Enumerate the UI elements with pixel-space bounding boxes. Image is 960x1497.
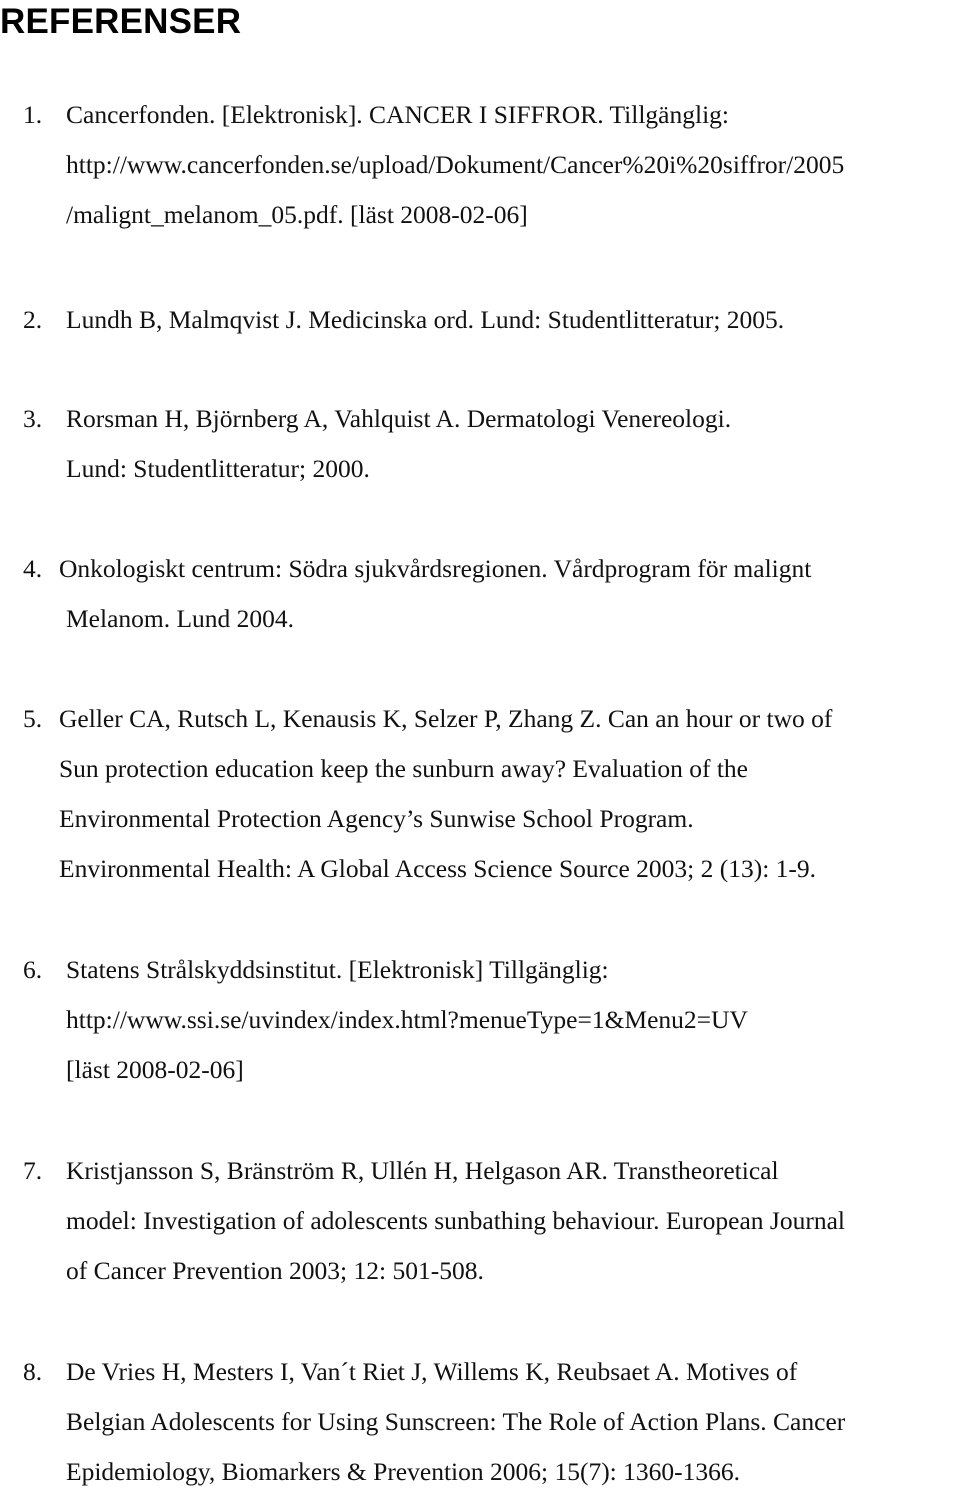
reference-text [0,1347,960,1497]
reference-number: 6. [23,955,43,984]
reference-line: http://www.ssi.se/uvindex/index.html?menueType=1&Menu2=UV [66,1005,748,1034]
reference-number: 3. [23,404,43,433]
reference-line: [läst 2008-02-06] [66,1055,244,1084]
reference-number: 8. [23,1357,43,1386]
reference-line: Melanom. Lund 2004. [66,604,295,633]
reference-line: of Cancer Prevention 2003; 12: 501-508. [66,1256,484,1285]
reference-line: Environmental Protection Agency’s Sunwise School Program. [59,804,694,833]
reference-line: /malignt_melanom_05.pdf. [läst 2008-02-06] [66,200,528,229]
reference-line: Sun protection education keep the sunburn away? Evaluation of the [59,754,748,783]
reference-text [0,694,960,894]
reference-item-4 [0,544,960,644]
reference-item-2 [0,295,960,345]
reference-line: model: Investigation of adolescents sunbathing behaviour. European Journal [66,1206,845,1235]
reference-item-6 [0,945,960,1095]
reference-line: Environmental Health: A Global Access Science Source 2003; 2 (13): 1-9. [59,854,817,883]
reference-line: Statens Strålskyddsinstitut. [Elektronisk] Tillgänglig: [66,955,609,984]
reference-number: 4. [23,554,43,583]
reference-item-3 [0,394,960,494]
reference-line: Epidemiology, Biomarkers & Prevention 2006; 15(7): 1360-1366. [66,1457,741,1486]
reference-line: Geller CA, Rutsch L, Kenausis K, Selzer P, Zhang Z. Can an hour or two of [59,704,833,733]
reference-line: Lundh B, Malmqvist J. Medicinska ord. Lund: Studentlitteratur; 2005. [66,305,785,334]
reference-number: 2. [23,305,43,334]
reference-text [0,945,960,1095]
reference-text [0,90,960,240]
reference-number: 5. [23,704,43,733]
reference-line: Belgian Adolescents for Using Sunscreen: The Role of Action Plans. Cancer [66,1407,846,1436]
reference-line: Cancerfonden. [Elektronisk]. CANCER I SIFFROR. Tillgänglig: [66,100,729,129]
reference-line: De Vries H, Mesters I, Van´t Riet J, Willems K, Reubsaet A. Motives of [66,1357,798,1386]
reference-item-7 [0,1146,960,1296]
reference-line: Rorsman H, Björnberg A, Vahlquist A. Dermatologi Venereologi. [66,404,732,433]
reference-line: Kristjansson S, Bränström R, Ullén H, Helgason AR. Transtheoretical [66,1156,779,1185]
reference-line: Lund: Studentlitteratur; 2000. [66,454,370,483]
page-title: REFERENSER [0,2,242,41]
reference-number: 7. [23,1156,43,1185]
reference-text [0,1146,960,1296]
reference-text [0,295,960,345]
reference-item-1 [0,90,960,240]
reference-text [0,394,960,494]
reference-line: http://www.cancerfonden.se/upload/Dokument/Cancer%20i%20siffror/2005 [66,150,845,179]
reference-text [0,544,960,644]
reference-line: Onkologiskt centrum: Södra sjukvårdsregionen. Vårdprogram för malignt [59,554,812,583]
reference-number: 1. [23,100,43,129]
reference-item-8 [0,1347,960,1497]
reference-item-5 [0,694,960,894]
